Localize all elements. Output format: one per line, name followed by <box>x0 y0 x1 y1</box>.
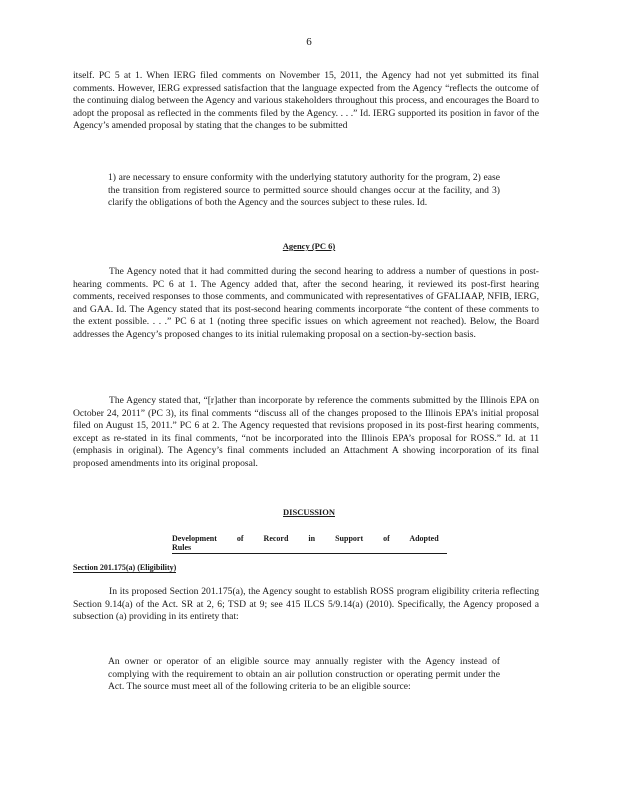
paragraph-ierg-comments: itself. PC 5 at 1. When IERG filed comments on November 15, 2011, the Agency had not yet submitted its final comments. However, IERG expressed satisfaction that the language expected from the Agency “reflects the outcome of the continuing dialog between the Agency and various stakeholders throughout this process, and encourages the Board to adopt the proposal as reflected in the comments filed by the Agency. . . .” Id. IERG supported its position in favor of the Agency’s amended proposal by stating that the changes to be submitted <box>73 70 539 131</box>
section-heading-201-175a: Section 201.175(a) (Eligibility) <box>73 563 177 572</box>
heading-discussion: DISCUSSION <box>283 507 335 517</box>
paragraph-agency-final-comments: The Agency stated that, “[r]ather than incorporate by reference the comments submitted by the Illinois EPA on October 24, 2011” (PC 3), its final comments “discuss all of the changes proposed to the Illinois EPA’s initial proposal filed on August 15, 2011.” PC 6 at 2. The Agency requested that revisions proposed in its post-first hearing comments, except as re-stated in its final comments, “not be incorporated into the Illinois EPA’s proposal for ROSS.” Id. at 11 (emphasis in original). The Agency’s final comments included an Attachment A showing incorporation of its final proposed amendments into its original proposal. <box>73 395 539 469</box>
subheading-development-of-record: Development of Record in Support of Adopted Rules <box>172 534 447 554</box>
heading-agency-pc6: Agency (PC 6) <box>282 241 336 251</box>
block-quote-ierg: 1) are necessary to ensure conformity with the underlying statutory authority for the program, 2) ease the transition from registered source to permitted source should changes occur at the facility, and 3) clarify the obligations of both the Agency and the sources subject to these rules. Id. <box>108 172 500 208</box>
paragraph-eligibility-criteria: In its proposed Section 201.175(a), the Agency sought to establish ROSS program eligibility criteria reflecting Section 9.14(a) of the Act. SR at 2, 6; TSD at 9; see 415 ILCS 5/9.14(a) (2010). Specifically, the Agency proposed a subsection (a) providing in its entirety that: <box>73 586 539 622</box>
block-quote-eligible-source: An owner or operator of an eligible source may annually register with the Agency instead of complying with the requirement to obtain an air pollution construction or operating permit under the Act. The source must meet all of the following criteria to be an eligible source: <box>108 656 500 692</box>
page-number: 6 <box>306 36 312 48</box>
paragraph-agency-questions: The Agency noted that it had committed during the second hearing to address a number of questions in post-hearing comments. PC 6 at 1. The Agency added that, after the second hearing, it reviewed its post-first hearing comments, received responses to those comments, and communicated with representatives of GFALIAAP, NFIB, IERG, and GAA. Id. The Agency stated that its post-second hearing comments incorporate “the content of these comments to the extent possible. . . .” PC 6 at 1 (noting three specific issues on which agreement not reached). Below, the Board addresses the Agency’s proposed changes to its initial rulemaking proposal on a section-by-section basis. <box>73 266 539 340</box>
